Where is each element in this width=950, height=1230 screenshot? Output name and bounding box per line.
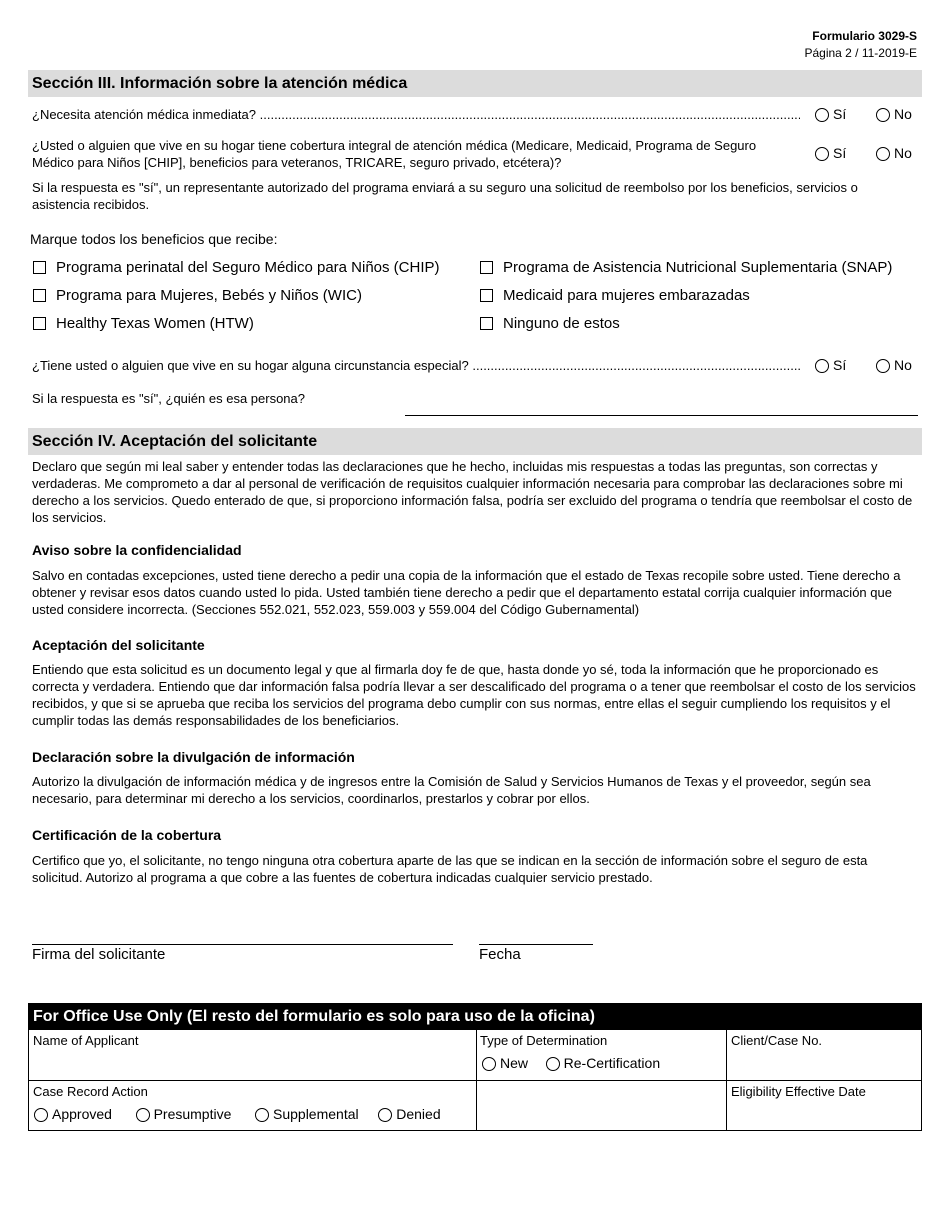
determination-options <box>478 1052 664 1074</box>
coverage-no[interactable]: No <box>876 145 912 162</box>
office-use-title: For Office Use Only (El resto del formulario es solo para uso de la oficina) <box>28 1003 922 1030</box>
coverage-cert-text: Certifico que yo, el solicitante, no tengo ninguna otra cobertura aparte de las que se indican en la sección de información sobre el seguro de esta solicitud. Autorizo al programa a que cobre a las fuentes de cobertura indicadas cualquier servicio prestado. <box>32 853 868 885</box>
radio-icon[interactable] <box>876 108 890 122</box>
form-number: Formulario 3029-S <box>812 29 917 43</box>
checkbox-icon[interactable] <box>33 261 46 274</box>
radio-icon[interactable] <box>815 147 829 161</box>
determination-recertification[interactable]: Re-Certification <box>546 1055 660 1071</box>
who-input-line[interactable] <box>405 415 918 416</box>
special-no[interactable]: No <box>876 357 912 374</box>
radio-icon[interactable] <box>876 359 890 373</box>
office-use-table <box>28 1030 922 1131</box>
case-action-options <box>30 1103 445 1125</box>
date-label: Fecha <box>479 946 521 963</box>
benefit-chip[interactable]: Programa perinatal del Seguro Médico para Niños (CHIP) <box>33 259 440 277</box>
immediate-care-yes[interactable]: Sí <box>815 106 846 123</box>
page-info: Página 2 / 11-2019-E <box>804 46 917 60</box>
radio-icon[interactable] <box>815 108 829 122</box>
signature-label: Firma del solicitante <box>32 946 166 963</box>
radio-icon[interactable] <box>815 359 829 373</box>
benefit-snap[interactable]: Programa de Asistencia Nutricional Suplementaria (SNAP) <box>480 259 892 277</box>
form-header <box>804 28 917 62</box>
question-immediate-care: ¿Necesita atención médica inmediata? ..... <box>32 106 800 123</box>
benefit-none[interactable]: Ninguno de estos <box>480 315 620 333</box>
special-yes[interactable]: Sí <box>815 357 846 374</box>
section-3-title: Sección III. Información sobre la atención médica <box>28 70 922 97</box>
benefit-medicaid-pregnant[interactable]: Medicaid para mujeres embarazadas <box>480 287 750 305</box>
privacy-title: Aviso sobre la confidencialidad <box>32 542 242 558</box>
radio-icon[interactable] <box>136 1108 150 1122</box>
question-coverage: ¿Usted o alguien que vive en su hogar tiene cobertura integral de atención médica (Medicare, Medicaid, Programa de Seguro Médico para Niños [CHIP], beneficios para veteranos, TRICARE, seguro privado, etcétera)? <box>32 138 757 170</box>
case-action-approved[interactable]: Approved <box>34 1106 112 1122</box>
radio-icon[interactable] <box>255 1108 269 1122</box>
case-no-label: Client/Case No. <box>731 1033 823 1048</box>
determination-label: Type of Determination <box>480 1033 608 1048</box>
benefit-wic[interactable]: Programa para Mujeres, Bebés y Niños (WIC) <box>33 287 362 305</box>
privacy-text: Salvo en contadas excepciones, usted tiene derecho a pedir una copia de la información que el estado de Texas recopile sobre usted. Tiene derecho a obtener y revisar esos datos cuando usted lo pida. Usted también tiene derecho a pedir que el departamento estatal corrija cualquier información que usted considere incorrecta. (Secciones 552.021, 552.023, 559.003 y 559.004 del Código Gubernamental) <box>32 568 901 617</box>
coverage-yes[interactable]: Sí <box>815 145 846 162</box>
section-4-title: Sección IV. Aceptación del solicitante <box>28 428 922 455</box>
checkbox-icon[interactable] <box>480 289 493 302</box>
radio-icon[interactable] <box>482 1057 496 1071</box>
radio-icon[interactable] <box>34 1108 48 1122</box>
checkbox-icon[interactable] <box>480 317 493 330</box>
coverage-note: Si la respuesta es "sí", un representante autorizado del programa enviará a su seguro una solicitud de reembolso por los beneficios, servicios o asistencia recibidos. <box>32 180 858 212</box>
question-who: Si la respuesta es "sí", ¿quién es esa persona? <box>32 391 305 406</box>
case-action-label: Case Record Action <box>33 1084 148 1099</box>
name-of-applicant-label: Name of Applicant <box>33 1033 139 1048</box>
question-special-circumstance: ¿Tiene usted o alguien que vive en su hogar alguna circunstancia especial? ..... <box>32 357 800 374</box>
immediate-care-no[interactable]: No <box>876 106 912 123</box>
coverage-cert-title: Certificación de la cobertura <box>32 827 222 843</box>
case-action-supplemental[interactable]: Supplemental <box>255 1106 359 1122</box>
benefits-prompt: Marque todos los beneficios que recibe: <box>30 231 278 247</box>
checkbox-icon[interactable] <box>33 317 46 330</box>
declaration-text: Declaro que según mi leal saber y entender todas las declaraciones que he hecho, incluidas mis respuestas a todas las preguntas, son correctas y verdaderas. Me comprometo a dar al personal de verificación de requisitos cualquier información necesaria para comprobar las declaraciones sobre mi derecho a los servicios. Quedo enterado de que, si proporciono información falsa, podría ser excluido del programa o tendría que reembolsar el costo de los servicios. <box>32 459 913 525</box>
radio-icon[interactable] <box>876 147 890 161</box>
case-action-denied[interactable]: Denied <box>378 1106 440 1122</box>
case-action-presumptive[interactable]: Presumptive <box>136 1106 232 1122</box>
determination-new[interactable]: New <box>482 1055 528 1071</box>
checkbox-icon[interactable] <box>480 261 493 274</box>
radio-icon[interactable] <box>378 1108 392 1122</box>
acceptance-text: Entiendo que esta solicitud es un documento legal y que al firmarla doy fe de que, hasta donde yo sé, toda la información que he proporcionado es correcta y verdadera. Entiendo que dar información falsa podría llevar a ser descalificado del programa o a tener que reembolsar el costo de los servicios recibidos, y que si se aprueba que reciba los servicios del programa debo cumplir con sus normas, entre ellas el seguir cumpliendo los requisitos y el cumplir todas las demás responsabilidades de los beneficiarios. <box>32 662 916 728</box>
signature-line[interactable] <box>32 944 453 945</box>
radio-icon[interactable] <box>546 1057 560 1071</box>
acceptance-title: Aceptación del solicitante <box>32 637 205 653</box>
disclosure-text: Autorizo la divulgación de información médica y de ingresos entre la Comisión de Salud y Servicios Humanos de Texas y el proveedor, según sea necesario, para determinar mi derecho a los servicios, coordinarlos, prestarlos y cobrar por ellos. <box>32 774 871 806</box>
disclosure-title: Declaración sobre la divulgación de información <box>32 749 355 765</box>
eligibility-date-label: Eligibility Effective Date <box>731 1084 866 1099</box>
benefit-htw[interactable]: Healthy Texas Women (HTW) <box>33 315 254 333</box>
date-line[interactable] <box>479 944 593 945</box>
checkbox-icon[interactable] <box>33 289 46 302</box>
